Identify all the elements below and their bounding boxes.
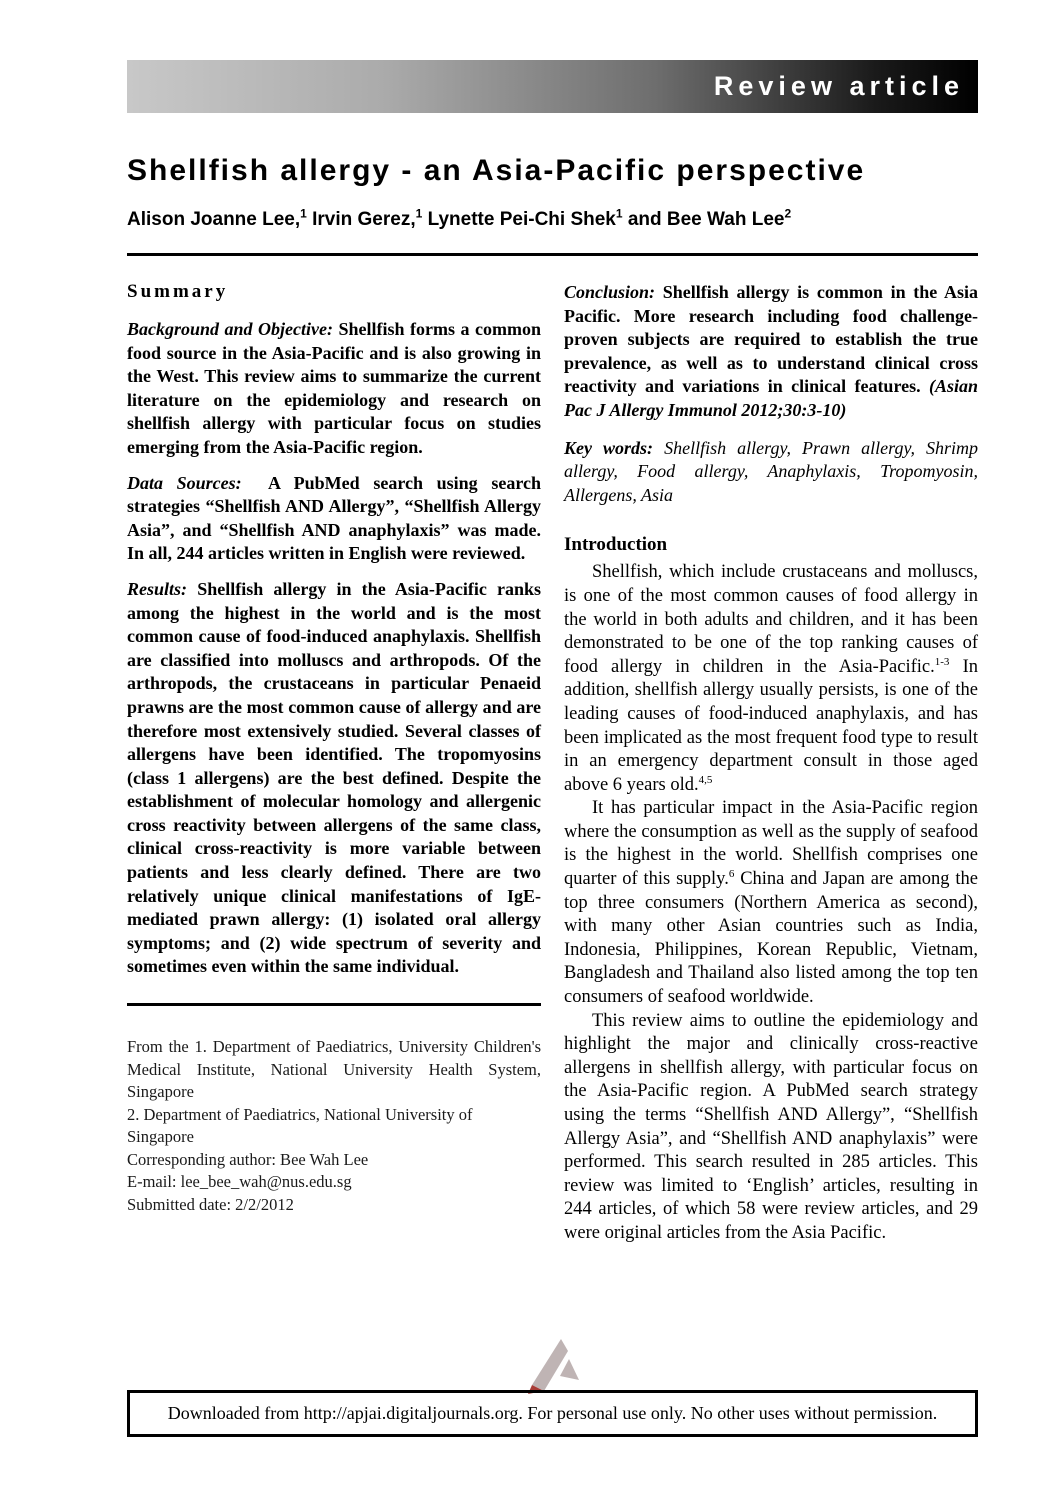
introduction-heading: Introduction	[564, 534, 668, 556]
reference-superscript: 1-3	[934, 655, 950, 668]
author-affiliation-superscript: 1	[615, 206, 623, 221]
affiliation-line-1: From the 1. Department of Paediatrics, University Children's Medical Institute, National University Health System, Singapore	[127, 1037, 541, 1102]
left-column	[127, 281, 541, 1246]
conclusion-text: Shellfish allergy is common in the Asia Pacific. More research including food challenge-proven subjects are required to establish the true prevalence, as well as to understand clinical cross reactivity and variations in clinical features.	[564, 282, 979, 397]
download-notice-box	[127, 1390, 978, 1437]
intro-p2-text-a: It has particular impact in the Asia-Pacific region where the consumption as well as the supply of seafood is the highest in the world. Shellfish comprises one quarter of this supply.	[564, 798, 978, 890]
article-title: Shellfish allergy - an Asia-Pacific perspective	[127, 154, 866, 187]
summary-heading: Summary	[127, 281, 229, 302]
author-affiliation-superscript: 1	[415, 206, 423, 221]
right-column	[564, 281, 978, 1246]
affiliations-divider	[127, 1003, 541, 1006]
reference-superscript: 6	[728, 867, 735, 880]
background-label: Background and Objective:	[127, 319, 333, 339]
author-name: and Bee Wah Lee	[622, 209, 785, 230]
author-affiliation-superscript: 2	[784, 206, 792, 221]
submitted-date-line: Submitted date: 2/2/2012	[127, 1194, 294, 1214]
review-article-banner	[127, 60, 978, 113]
page-content	[127, 0, 978, 1246]
intro-p1-text-a: Shellfish, which include crustaceans and molluscs, is one of the most common causes of food allergy in the world in both adults and children, and it has been demonstrated to be one of the top ranking causes of food allergy in children in the Asia-Pacific.	[564, 562, 978, 677]
background-paragraph	[127, 318, 541, 460]
keywords-list: Shellfish allergy, Prawn allergy, Shrimp allergy, Food allergy, Anaphylaxis, Tropomyosin, Allergens, Asia	[564, 437, 979, 505]
apjai-arrow-logo-icon	[524, 1336, 584, 1394]
results-text: Shellfish allergy in the Asia-Pacific ranks among the highest in the world and is the most common cause of food-induced anaphylaxis. Shellfish are classified into molluscs and arthropods. Of the arthropods, the crustaceans in particular Penaeid prawns are the most common cause of allergy and are therefore most extensively studied. Several classes of allergens have been identified. The tropomyosins (class 1 allergens) are the best defined. Despite the establishment of molecular homology and allergenic cross reactivity between allergens of the same class, clinical cross-reactivity is more variable between patients and less clearly defined. There are two relatively unique clinical manifestations of IgE-mediated prawn allergy: (1) isolated oral allergy symptoms; and (2) wide spectrum of severity and sometimes even within the same individual.	[127, 578, 541, 977]
conclusion-label: Conclusion:	[564, 282, 656, 302]
authors-line	[127, 206, 978, 231]
conclusion-paragraph	[564, 281, 978, 423]
background-text: Shellfish forms a common food source in the Asia-Pacific and is also growing in the West. This review aims to summarize the current literature on the epidemiology and research on shellfish allergy with particular focus on studies emerging from the Asia-Pacific region.	[127, 319, 541, 457]
two-column-body	[127, 281, 978, 1246]
journal-citation: (Asian Pac J Allergy Immunol 2012;30:3-10)	[564, 376, 978, 420]
reference-superscript: 4,5	[698, 773, 713, 786]
keywords-paragraph	[564, 437, 978, 508]
author-name: Irvin Gerez,	[306, 209, 416, 230]
results-label: Results:	[127, 578, 188, 599]
intro-p1-text-b: In addition, shellfish allergy usually persists, is one of the leading causes of food-induced anaphylaxis, and has been implicated as the most frequent food type to result in an emergency department consult in those aged above 6 years old.	[564, 656, 978, 795]
author-name: Alison Joanne Lee,	[127, 209, 301, 230]
journal-logo	[524, 1336, 584, 1394]
author-affiliation-superscript: 1	[300, 206, 307, 221]
affiliation-line-2: 2. Department of Paediatrics, National University of Singapore	[127, 1104, 473, 1147]
banner-label: Review article	[713, 71, 964, 101]
data-sources-label: Data Sources:	[127, 472, 242, 493]
download-notice: Downloaded from http://apjai.digitaljournals.org. For personal use only. No other uses without permission.	[167, 1403, 938, 1423]
email-line: E-mail: lee_bee_wah@nus.edu.sg	[127, 1172, 352, 1192]
introduction-paragraph-2	[564, 797, 978, 1009]
intro-p2-text-b: China and Japan are among the top three consumers (Northern America as second), with many other Asian countries such as India, Indonesia, Philippines, Korean Republic, Vietnam, Bangladesh and Thailand also listed among the top ten consumers of seafood worldwide.	[564, 869, 978, 1008]
data-sources-paragraph	[127, 472, 541, 566]
keywords-label: Key words:	[564, 437, 654, 458]
introduction-paragraph-1	[564, 561, 978, 797]
corresponding-author-line: Corresponding author: Bee Wah Lee	[127, 1149, 369, 1169]
affiliations-block	[127, 1036, 541, 1216]
results-paragraph	[127, 578, 541, 979]
title-divider	[127, 253, 978, 256]
data-sources-text: A PubMed search using search strategies “Shellfish AND Allergy”, “Shellfish Allergy Asia”, and “Shellfish AND anaphylaxis” was made. In all, 244 articles written in English were reviewed.	[127, 472, 541, 564]
introduction-paragraph-3: This review aims to outline the epidemiology and highlight the major and clinically cross-reactive allergens in shellfish allergy, with particular focus on the Asia-Pacific region. A PubMed search strategy using the terms “Shellfish AND Allergy”, “Shellfish Allergy Asia”, and “Shellfish AND anaphylaxis” were performed. This search resulted in 285 articles. This review was limited to ‘English’ articles, resulting in 244 articles, of which 58 were review articles, and 29 were original articles from the Asia Pacific.	[564, 1010, 978, 1243]
author-name: Lynette Pei-Chi Shek	[422, 209, 616, 230]
